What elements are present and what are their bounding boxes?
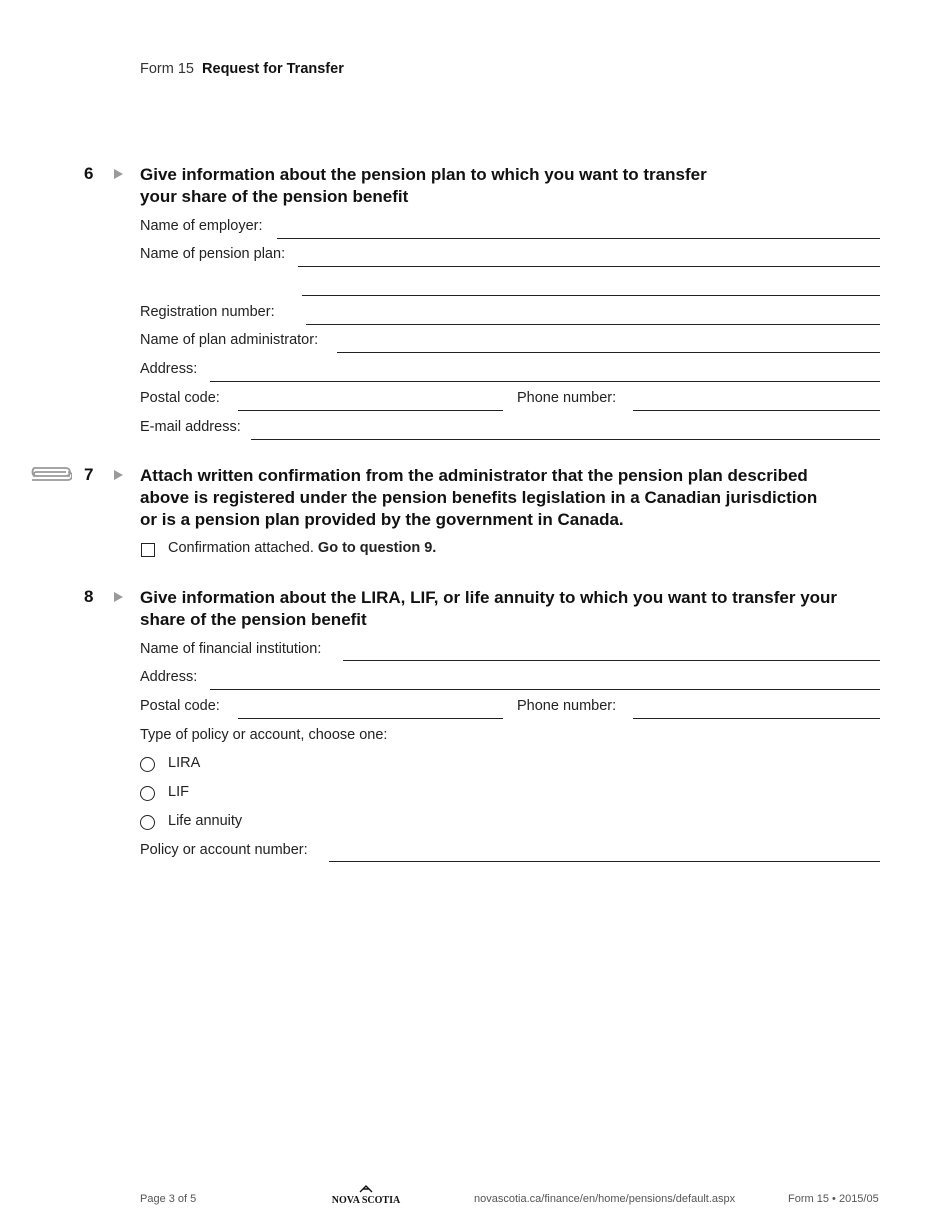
- footer-url[interactable]: novascotia.ca/finance/en/home/pensions/default.aspx: [474, 1193, 736, 1205]
- arrow-right-icon: [114, 592, 123, 602]
- question-title: [140, 164, 707, 208]
- arrow-right-icon: [114, 470, 123, 480]
- address-field[interactable]: [210, 689, 880, 690]
- question-title: [140, 465, 817, 531]
- account-type-prompt: Type of policy or account, choose one:: [140, 727, 388, 743]
- footer-form-info: [788, 1193, 879, 1205]
- account-number-field[interactable]: [329, 861, 880, 862]
- option-lif-label: LIF: [168, 784, 189, 800]
- logo-text: NOVA SCOTIA: [331, 1195, 401, 1206]
- employer-field[interactable]: [277, 238, 880, 239]
- confirmation-label: [168, 540, 436, 556]
- postal-code-label: Postal code:: [140, 698, 220, 714]
- administrator-label: Name of plan administrator:: [140, 332, 319, 348]
- registration-label: Registration number:: [140, 304, 275, 320]
- phone-field[interactable]: [633, 410, 880, 411]
- radio-lif[interactable]: [140, 786, 155, 801]
- question-title-line: Give information about the LIRA, LIF, or life annuity to which you want to transfer your: [140, 588, 838, 607]
- question-number: 8: [84, 587, 94, 606]
- confirmation-checkbox[interactable]: [141, 543, 155, 557]
- phone-label: Phone number:: [517, 390, 617, 406]
- question-title-line: or is a pension plan provided by the government in Canada.: [140, 510, 624, 529]
- phone-label: Phone number:: [517, 698, 617, 714]
- email-field[interactable]: [251, 439, 880, 440]
- bullet-separator: •: [832, 1193, 836, 1205]
- paperclip-icon: [26, 467, 72, 485]
- arrow-right-icon: [114, 169, 123, 179]
- postal-code-label: Postal code:: [140, 390, 220, 406]
- postal-code-field[interactable]: [238, 410, 503, 411]
- postal-code-field[interactable]: [238, 718, 503, 719]
- pension-plan-field[interactable]: [298, 266, 880, 267]
- pension-plan-label: Name of pension plan:: [140, 246, 286, 262]
- address-label: Address:: [140, 361, 198, 377]
- registration-field[interactable]: [306, 324, 880, 325]
- administrator-field[interactable]: [337, 352, 880, 353]
- email-label: E-mail address:: [140, 419, 241, 435]
- confirmation-instruction: Go to question 9.: [317, 540, 437, 556]
- radio-lira[interactable]: [140, 757, 155, 772]
- question-title-line: Give information about the pension plan to which you want to transfer: [140, 165, 707, 184]
- form-header: [140, 61, 344, 77]
- question-title-line: above is registered under the pension benefits legislation in a Canadian jurisdiction: [140, 488, 818, 507]
- address-label: Address:: [140, 669, 198, 685]
- question-number: 7: [84, 465, 94, 484]
- institution-label: Name of financial institution:: [140, 641, 322, 657]
- pension-plan-field-line-2[interactable]: [302, 295, 880, 296]
- question-title-line: Attach written confirmation from the administrator that the pension plan described: [140, 466, 808, 485]
- option-life-annuity-label: Life annuity: [168, 813, 243, 829]
- question-number: 6: [84, 164, 94, 183]
- option-lira-label: LIRA: [168, 755, 201, 771]
- radio-life-annuity[interactable]: [140, 815, 155, 830]
- confirmation-text: Confirmation attached.: [168, 540, 314, 556]
- question-title-line: share of the pension benefit: [140, 610, 367, 629]
- form-number: Form 15: [140, 61, 194, 77]
- phone-field[interactable]: [633, 718, 880, 719]
- question-title: [140, 587, 837, 631]
- address-field[interactable]: [210, 381, 880, 382]
- account-number-label: Policy or account number:: [140, 842, 308, 858]
- question-title-line: your share of the pension benefit: [140, 187, 409, 206]
- institution-field[interactable]: [343, 660, 880, 661]
- footer-form-date: 2015/05: [838, 1193, 879, 1205]
- page-number: Page 3 of 5: [140, 1193, 197, 1205]
- form-title: Request for Transfer: [202, 61, 344, 77]
- footer-form-number: Form 15: [788, 1193, 829, 1205]
- nova-scotia-logo: [326, 1183, 406, 1207]
- employer-label: Name of employer:: [140, 218, 263, 234]
